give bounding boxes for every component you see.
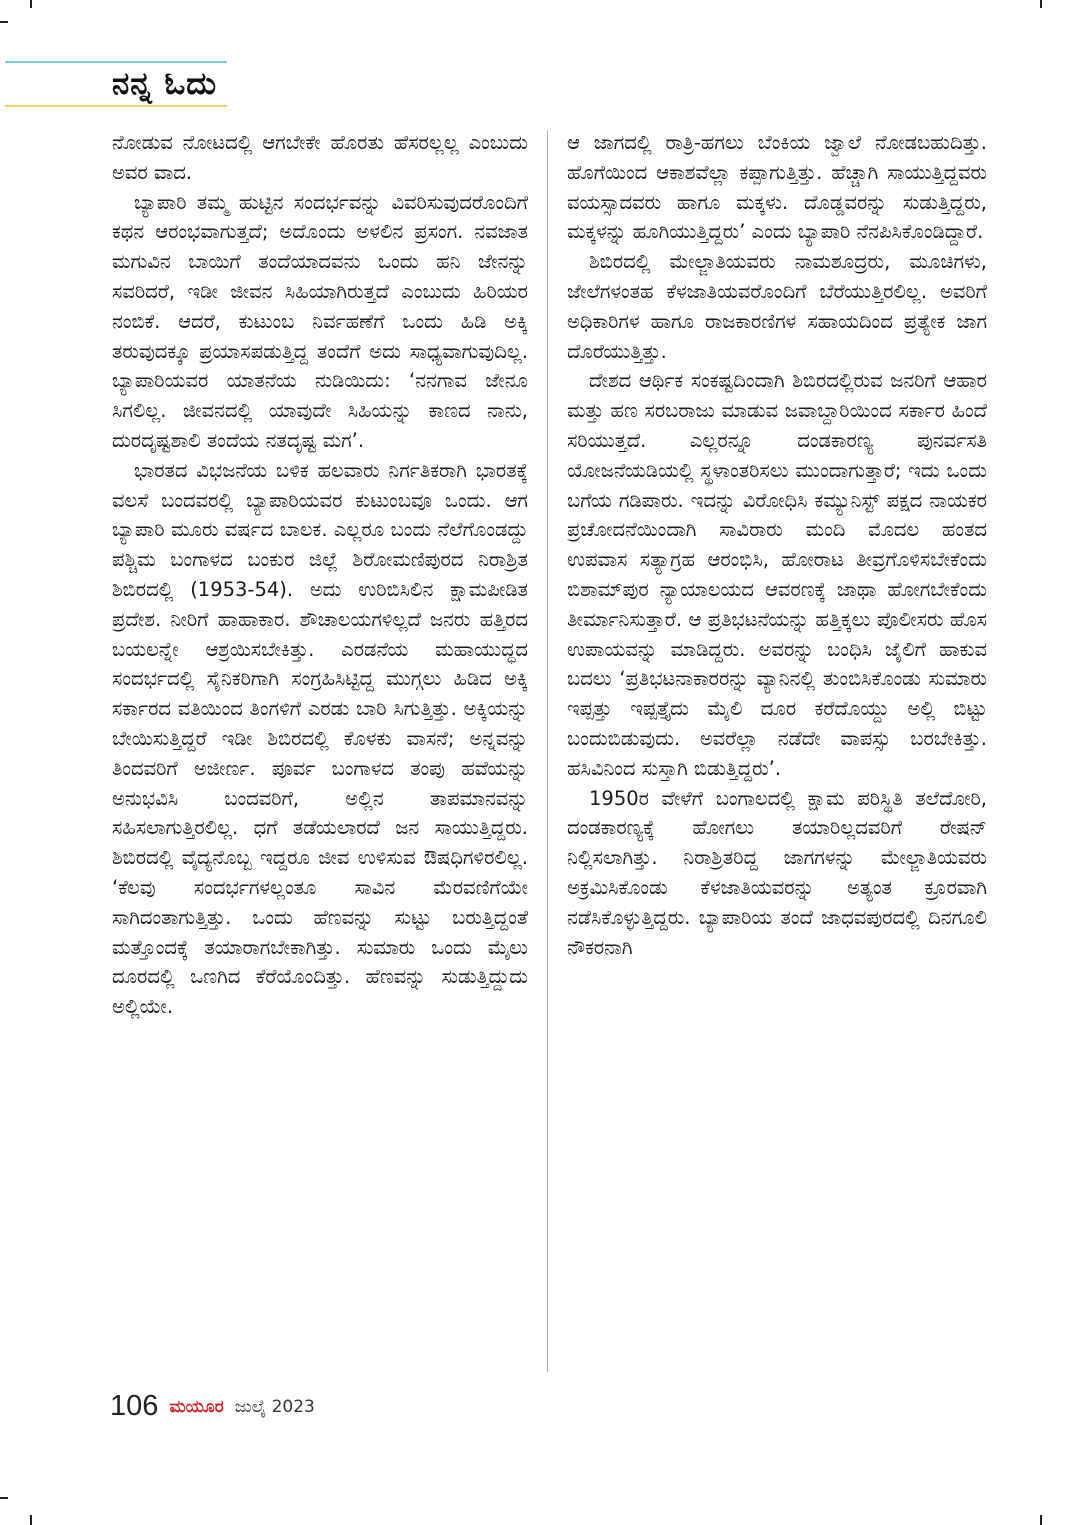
issue-date: ಜುಲೈ 2023 [234,1396,315,1417]
paragraph: ಶಿಬಿರದಲ್ಲಿ ಮೇಲ್ಜಾತಿಯವರು ನಾಮಶೂದ್ರರು, ಮೂಚಿಗಳು, ಜೇಲೆಗಳಂತಹ ಕೆಳಜಾತಿಯವರೊಂದಿಗೆ ಬೆರೆಯುತ್ತಿರಲಿಲ್ಲ. ಅವರಿಗೆ ಅಧಿಕಾರಿಗಳ ಹಾಗೂ ರಾಜಕಾರಣಿಗಳ ಸಹಾಯದಿಂದ ಪ್ರತ್ಯೇಕ ಜಾಗ ದೊರೆಯುತ್ತಿತ್ತು. [567,250,987,363]
paragraph: ನೋಡುವ ನೋಟದಲ್ಲಿ ಆಗಬೇಕೇ ಹೊರತು ಹೆಸರಲ್ಲಲ್ಲ ಎಂಬುದು ಅವರ ವಾದ. [112,131,528,184]
crop-mark-left-upper [0,21,8,23]
crop-mark-bottom-left [30,1515,32,1525]
crop-mark-top-left [30,0,32,8]
page-footer [110,1390,315,1423]
paragraph: ಬ್ಯಾಪಾರಿ ತಮ್ಮ ಹುಟ್ಟಿನ ಸಂದರ್ಭವನ್ನು ವಿವರಿಸುವುದರೊಂದಿಗೆ ಕಥನ ಆರಂಭವಾಗುತ್ತದೆ; ಅದೊಂದು ಅಳಲಿನ ಪ್ರಸಂಗ. ನವಜಾತ ಮಗುವಿನ ಬಾಯಿಗೆ ತಂದೆಯಾದವನು ಒಂದು ಹನಿ ಜೇನನ್ನು ಸವರಿದರೆ, ಇಡೀ ಜೀವನ ಸಿಹಿಯಾಗಿರುತ್ತದೆ ಎಂಬುದು ಹಿರಿಯರ ನಂಬಿಕೆ. ಆದರೆ, ಕುಟುಂಬ ನಿರ್ವಹಣೆಗೆ ಒಂದು ಹಿಡಿ ಅಕ್ಕಿ ತರುವುದಕ್ಕೂ ಪ್ರಯಾಸಪಡುತ್ತಿದ್ದ ತಂದೆಗೆ ಅದು ಸಾಧ್ಯವಾಗುವುದಿಲ್ಲ. ಬ್ಯಾಪಾರಿಯವರ ಯಾತನೆಯ ನುಡಿಯಿದು: ‘ನನಗಾವ ಜೇನೂ ಸಿಗಲಿಲ್ಲ. ಜೀವನದಲ್ಲಿ ಯಾವುದೇ ಸಿಹಿಯನ್ನು ಕಾಣದ ನಾನು, ದುರದೃಷ್ಟಶಾಲಿ ತಂದೆಯ ನತದೃಷ್ಟ ಮಗ’. [112,190,528,452]
section-title: ನನ್ನ ಓದು [112,66,218,102]
right-column [567,128,987,962]
paragraph: ಆ ಜಾಗದಲ್ಲಿ ರಾತ್ರಿ-ಹಗಲು ಬೆಂಕಿಯ ಜ್ವಾಲೆ ನೋಡಬಹುದಿತ್ತು. ಹೊಗೆಯಿಂದ ಆಕಾಶವೆಲ್ಲಾ ಕಪ್ಪಾಗುತ್ತಿತ್ತು. ಹೆಚ್ಚಾಗಿ ಸಾಯುತ್ತಿದ್ದವರು ವಯಸ್ಸಾದವರು ಹಾಗೂ ಮಕ್ಕಳು. ದೊಡ್ಡವರನ್ನು ಸುಡುತ್ತಿದ್ದರು, ಮಕ್ಕಳನ್ನು ಹೂಗಿಯುತ್ತಿದ್ದರು’ ಎಂದು ಬ್ಯಾಪಾರಿ ನೆನಪಿಸಿಕೊಂಡಿದ್ದಾರೆ. [567,131,987,244]
page-number: 106 [110,1390,159,1422]
left-column [112,128,528,1022]
header-rule-top [5,61,227,63]
column-divider [547,130,548,1372]
paragraph: 1950ರ ವೇಳೆಗೆ ಬಂಗಾಲದಲ್ಲಿ ಕ್ಷಾಮ ಪರಿಸ್ಥಿತಿ ತಲೆದೋರಿ, ದಂಡಕಾರಣ್ಯಕ್ಕೆ ಹೋಗಲು ತಯಾರಿಲ್ಲದವರಿಗೆ ರೇಷನ್ ನಿಲ್ಲಿಸಲಾಗಿತ್ತು. ನಿರಾಶ್ರಿತರಿದ್ದ ಜಾಗಗಳನ್ನು ಮೇಲ್ಜಾತಿಯವರು ಅಕ್ರಮಿಸಿಕೊಂಡು ಕೆಳಜಾತಿಯವರನ್ನು ಅತ್ಯಂತ ಕ್ರೂರವಾಗಿ ನಡೆಸಿಕೊಳ್ಳುತ್ತಿದ್ದರು. ಬ್ಯಾಪಾರಿಯ ತಂದೆ ಜಾಧವಪುರದಲ್ಲಿ ದಿನಗೂಲಿ ನೌಕರನಾಗಿ [567,786,987,959]
header-rule-bottom [5,105,227,107]
paragraph: ಭಾರತದ ವಿಭಜನೆಯ ಬಳಿಕ ಹಲವಾರು ನಿರ್ಗತಿಕರಾಗಿ ಭಾರತಕ್ಕೆ ವಲಸೆ ಬಂದವರಲ್ಲಿ ಬ್ಯಾಪಾರಿಯವರ ಕುಟುಂಬವೂ ಒಂದು. ಆಗ ಬ್ಯಾಪಾರಿ ಮೂರು ವರ್ಷದ ಬಾಲಕ. ಎಲ್ಲರೂ ಬಂದು ನೆಲೆಗೊಂಡದ್ದು ಪಶ್ಚಿಮ ಬಂಗಾಳದ ಬಂಕುರ ಜಿಲ್ಲೆ ಶಿರೋಮಣಿಪುರದ ನಿರಾಶ್ರಿತ ಶಿಬಿರದಲ್ಲಿ (1953-54). ಅದು ಉರಿಬಿಸಿಲಿನ ಕ್ಷಾಮಪೀಡಿತ ಪ್ರದೇಶ. ನೀರಿಗೆ ಹಾಹಾಕಾರ. ಶೌಚಾಲಯಗಳಿಲ್ಲದೆ ಜನರು ಹತ್ತಿರದ ಬಯಲನ್ನೇ ಆಶ್ರಯಿಸಬೇಕಿತ್ತು. ಎರಡನೆಯ ಮಹಾಯುದ್ಧದ ಸಂದರ್ಭದಲ್ಲಿ ಸೈನಿಕರಿಗಾಗಿ ಸಂಗ್ರಹಿಸಿಟ್ಟಿದ್ದ ಮುಗ್ಗಲು ಹಿಡಿದ ಅಕ್ಕಿ ಸರ್ಕಾರದ ವತಿಯಿಂದ ತಿಂಗಳಿಗೆ ಎರಡು ಬಾರಿ ಸಿಗುತ್ತಿತ್ತು. ಅಕ್ಕಿಯನ್ನು ಬೇಯಿಸುತ್ತಿದ್ದರೆ ಇಡೀ ಶಿಬಿರದಲ್ಲಿ ಕೊಳಕು ವಾಸನೆ; ಅನ್ನವನ್ನು ತಿಂದವರಿಗೆ ಅಜೀರ್ಣ. ಪೂರ್ವ ಬಂಗಾಳದ ತಂಪು ಹವೆಯನ್ನು ಅನುಭವಿಸಿ ಬಂದವರಿಗೆ, ಅಲ್ಲಿನ ತಾಪಮಾನವನ್ನು ಸಹಿಸಲಾಗುತ್ತಿರಲಿಲ್ಲ. ಧಗೆ ತಡೆಯಲಾರದೆ ಜನ ಸಾಯುತ್ತಿದ್ದರು. ಶಿಬಿರದಲ್ಲಿ ವೈದ್ಯನೊಬ್ಬ ಇದ್ದರೂ ಜೀವ ಉಳಿಸುವ ಔಷಧಿಗಳಿರಲಿಲ್ಲ. ‘ಕೆಲವು ಸಂದರ್ಭಗಳಲ್ಲಂತೂ ಸಾವಿನ ಮೆರವಣಿಗೆಯೇ ಸಾಗಿದಂತಾಗುತ್ತಿತ್ತು. ಒಂದು ಹೆಣವನ್ನು ಸುಟ್ಟು ಬರುತ್ತಿದ್ದಂತೆ ಮತ್ತೊಂದಕ್ಕೆ ತಯಾರಾಗಬೇಕಾಗಿತ್ತು. ಸುಮಾರು ಒಂದು ಮೈಲು ದೂರದಲ್ಲಿ ಒಣಗಿದ ಕೆರೆಯೊಂದಿತ್ತು. ಹೆಣವನ್ನು ಸುಡುತ್ತಿದ್ದುದು ಅಲ್ಲಿಯೇ. [112,458,528,1019]
crop-mark-left-lower [0,1497,8,1499]
magazine-name: ಮಯೂರ [169,1396,224,1417]
crop-mark-top-right [1040,0,1042,8]
crop-mark-bottom-right [1040,1515,1042,1525]
paragraph: ದೇಶದ ಆರ್ಥಿಕ ಸಂಕಷ್ಟದಿಂದಾಗಿ ಶಿಬಿರದಲ್ಲಿರುವ ಜನರಿಗೆ ಆಹಾರ ಮತ್ತು ಹಣ ಸರಬರಾಜು ಮಾಡುವ ಜವಾಬ್ದಾರಿಯಿಂದ ಸರ್ಕಾರ ಹಿಂದೆ ಸರಿಯುತ್ತದೆ. ಎಲ್ಲರನ್ನೂ ದಂಡಕಾರಣ್ಯ ಪುನರ್ವಸತಿ ಯೋಜನೆಯಡಿಯಲ್ಲಿ ಸ್ಥಳಾಂತರಿಸಲು ಮುಂದಾಗುತ್ತಾರೆ; ಇದು ಒಂದು ಬಗೆಯ ಗಡಿಪಾರು. ಇದನ್ನು ವಿರೋಧಿಸಿ ಕಮ್ಯುನಿಸ್ಟ್ ಪಕ್ಷದ ನಾಯಕರ ಪ್ರಚೋದನೆಯಿಂದಾಗಿ ಸಾವಿರಾರು ಮಂದಿ ಮೊದಲ ಹಂತದ ಉಪವಾಸ ಸತ್ಯಾಗ್ರಹ ಆರಂಭಿಸಿ, ಹೋರಾಟ ತೀವ್ರಗೊಳಿಸಬೇಕೆಂದು ಬಿಶಾಮ್‌ಪುರ ನ್ಯಾಯಾಲಯದ ಆವರಣಕ್ಕೆ ಜಾಥಾ ಹೋಗಬೇಕೆಂದು ತೀರ್ಮಾನಿಸುತ್ತಾರೆ. ಆ ಪ್ರತಿಭಟನೆಯನ್ನು ಹತ್ತಿಕ್ಕಲು ಪೊಲೀಸರು ಹೊಸ ಉಪಾಯವನ್ನು ಮಾಡಿದ್ದರು. ಅವರನ್ನು ಬಂಧಿಸಿ ಜೈಲಿಗೆ ಹಾಕುವ ಬದಲು ‘ಪ್ರತಿಭಟನಾಕಾರರನ್ನು ವ್ಯಾನಿನಲ್ಲಿ ತುಂಬಿಸಿಕೊಂಡು ಸುಮಾರು ಇಪ್ಪತ್ತು ಇಪ್ಪತ್ತೈದು ಮೈಲಿ ದೂರ ಕರೆದೊಯ್ದು ಅಲ್ಲಿ ಬಿಟ್ಟು ಬಂದುಬಿಡುವುದು. ಅವರೆಲ್ಲಾ ನಡೆದೇ ವಾಪಸ್ಸು ಬರಬೇಕಿತ್ತು. ಹಸಿವಿನಿಂದ ಸುಸ್ತಾಗಿ ಬಿಡುತ್ತಿದ್ದರು’. [567,369,987,780]
